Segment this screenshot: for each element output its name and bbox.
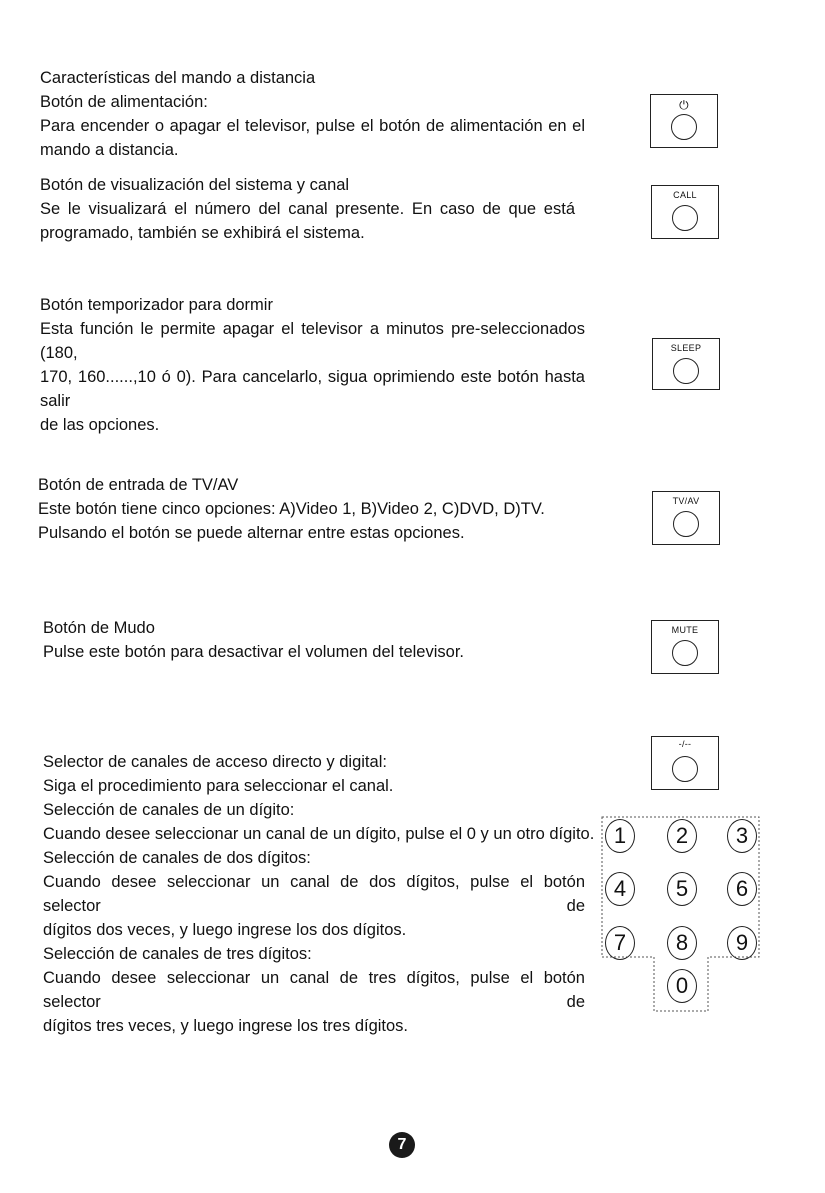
tvav-button-circle [673, 511, 699, 537]
sleep-button[interactable] [652, 338, 720, 390]
call-text-line-2: programado, también se exhibirá el sistema. [40, 224, 365, 242]
numeric-keypad [600, 815, 761, 1015]
key-0[interactable]: 0 [667, 969, 697, 1003]
sleep-text-line-3: de las opciones. [40, 416, 160, 434]
digits-heading: Selector de canales de acceso directo y digital: [43, 753, 387, 771]
digits-text-line-8: Cuando desee seleccionar un canal de tres dígitos, pulse el botón selector de [43, 969, 585, 1011]
power-icon: ⏻ [679, 98, 689, 112]
key-6[interactable]: 6 [727, 872, 757, 906]
sleep-text-line-1: Esta función le permite apagar el televisor a minutos pre-seleccionados (180, [40, 320, 585, 362]
digits-text-line-3: Cuando desee seleccionar un canal de un dígito, pulse el 0 y un otro dígito. [43, 825, 595, 843]
tvav-text-line-1: Este botón tiene cinco opciones: A)Video 1, B)Video 2, C)DVD, D)TV. [38, 500, 545, 518]
key-4[interactable]: 4 [605, 872, 635, 906]
mute-heading: Botón de Mudo [43, 619, 155, 637]
call-button[interactable] [651, 185, 719, 239]
key-3[interactable]: 3 [727, 819, 757, 853]
tvav-text-line-2: Pulsando el botón se puede alternar entre estas opciones. [38, 524, 465, 542]
power-button-circle [671, 114, 697, 140]
tvav-heading: Botón de entrada de TV/AV [38, 476, 239, 494]
digit-selector-button[interactable] [651, 736, 719, 790]
sleep-button-circle [673, 358, 699, 384]
mute-button[interactable] [651, 620, 719, 674]
sleep-button-label: SLEEP [670, 343, 702, 353]
call-heading: Botón de visualización del sistema y canal [40, 176, 350, 194]
power-text-line-2: mando a distancia. [40, 141, 179, 159]
digit-selector-circle [672, 756, 698, 782]
mute-button-label: MUTE [671, 625, 699, 635]
power-button-heading: Botón de alimentación: [40, 93, 208, 111]
digits-text-line-7: Selección de canales de tres dígitos: [43, 945, 312, 963]
digits-text-line-2: Selección de canales de un dígito: [43, 801, 295, 819]
power-text-line-1: Para encender o apagar el televisor, pulse el botón de alimentación en el [40, 117, 585, 135]
tvav-button-label: TV/AV [672, 496, 700, 506]
digits-section [43, 750, 595, 1038]
digits-text-line-9: dígitos tres veces, y luego ingrese los tres dígitos. [43, 1017, 409, 1035]
key-8[interactable]: 8 [667, 926, 697, 960]
sleep-text-line-2: 170, 160......,10 ó 0). Para cancelarlo, sigua oprimiendo este botón hasta salir [40, 368, 585, 410]
key-5[interactable]: 5 [667, 872, 697, 906]
key-2[interactable]: 2 [667, 819, 697, 853]
digits-text-line-4: Selección de canales de dos dígitos: [43, 849, 311, 867]
digits-text-line-5: Cuando desee seleccionar un canal de dos dígitos, pulse el botón selector de [43, 873, 585, 915]
call-button-circle [672, 205, 698, 231]
key-9[interactable]: 9 [727, 926, 757, 960]
mute-section [43, 616, 588, 664]
page-number: 7 [389, 1132, 415, 1158]
mute-text-line-1: Pulse este botón para desactivar el volumen del televisor. [43, 643, 464, 661]
digits-text-line-6: dígitos dos veces, y luego ingrese los dos dígitos. [43, 921, 407, 939]
digit-selector-label: -/-- [678, 739, 692, 749]
power-section [40, 66, 585, 162]
sleep-section [40, 293, 585, 437]
power-button[interactable] [650, 94, 718, 148]
tvav-section [38, 473, 583, 545]
tvav-button[interactable] [652, 491, 720, 545]
remote-features-heading: Características del mando a distancia [40, 69, 316, 87]
key-7[interactable]: 7 [605, 926, 635, 960]
call-text-line-1: Se le visualizará el número del canal presente. En caso de que está [40, 200, 575, 218]
sleep-heading: Botón temporizador para dormir [40, 296, 273, 314]
digits-text-line-1: Siga el procedimiento para seleccionar el canal. [43, 777, 394, 795]
call-section [40, 173, 575, 245]
mute-button-circle [672, 640, 698, 666]
call-button-label: CALL [673, 190, 697, 200]
key-1[interactable]: 1 [605, 819, 635, 853]
